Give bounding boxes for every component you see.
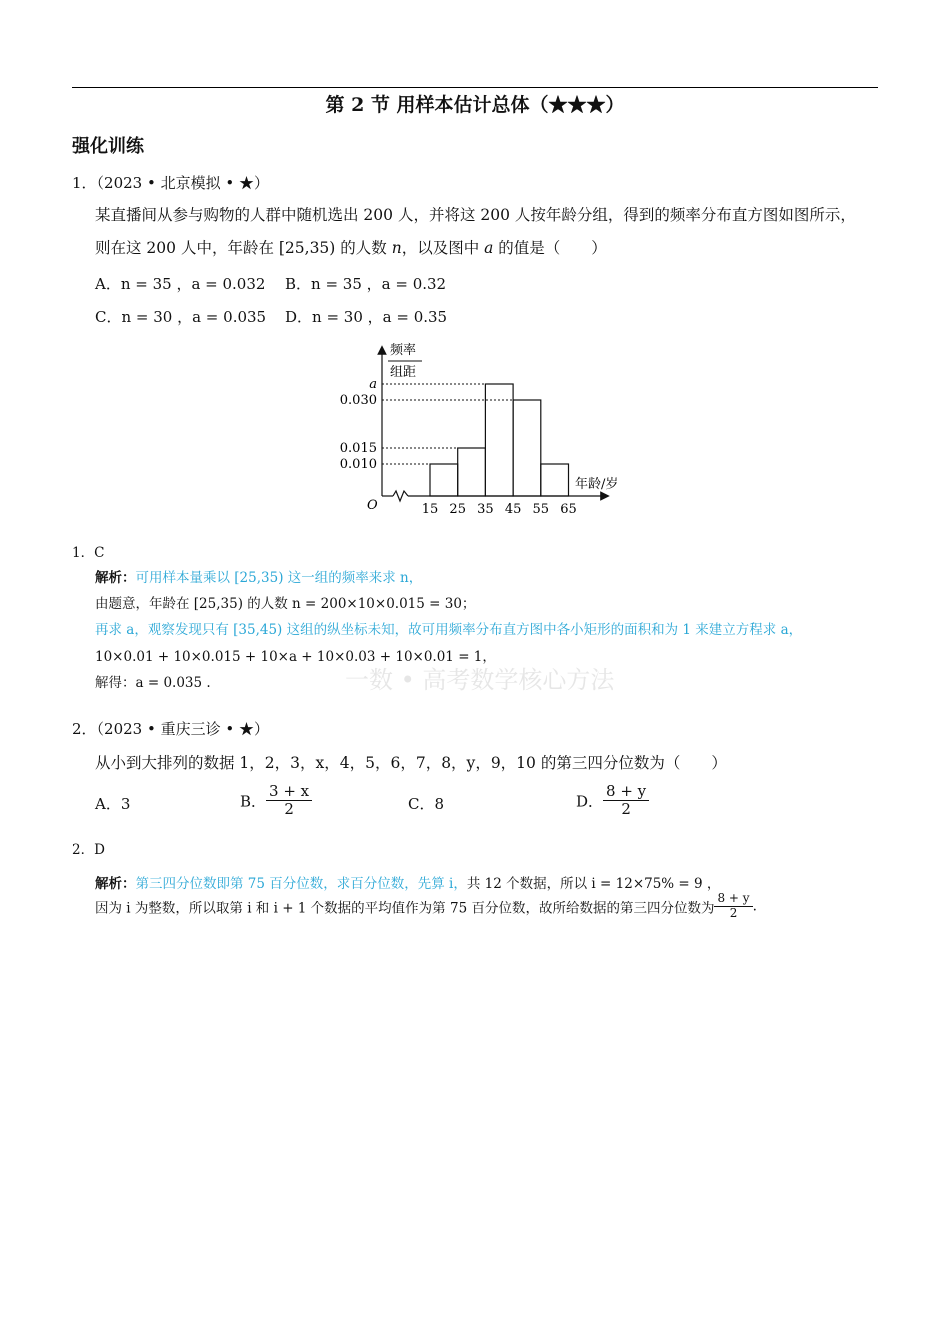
x-tick-label: 65 <box>560 502 577 517</box>
q2-header: 2．（2023 • 重庆三诊 • ★） <box>72 720 269 738</box>
a2-answer: 2．D <box>72 842 105 858</box>
q1-text-line1: 某直播间从参与购物的人群中随机选出 200 人，并将这 200 人按年龄分组，得到的频率分布直方图如图所示， <box>95 206 856 224</box>
q2-option-d: D． $\frac{8 + y}{2}$ <box>576 783 649 819</box>
a1-line1: 解析：可用样本量乘以 [25,35) 这一组的频率来求 n， <box>95 570 423 586</box>
q1-header: 1．（2023 • 北京模拟 • ★） <box>72 174 269 192</box>
y-tick-label: 0.030 <box>339 393 377 408</box>
q1-option-a: A．n = 35 ，a = 0.032 <box>95 275 266 293</box>
x-axis-label: 年龄/岁 <box>575 477 619 492</box>
histogram-bar-55-65 <box>541 464 569 496</box>
histogram-bar-15-25 <box>430 464 458 496</box>
y-label-numerator: 频率 <box>390 343 417 358</box>
histogram-bar-35-45 <box>485 384 513 496</box>
x-tick-label: 15 <box>421 502 439 517</box>
histogram-bar-25-35 <box>458 448 486 496</box>
y-tick-label: a <box>369 377 377 392</box>
watermark: 一数 • 高考数学核心方法 <box>345 666 615 694</box>
subsection-title: 强化训练 <box>72 136 144 157</box>
a1-line3: 再求 a，观察发现只有 [35,45) 这组的纵坐标未知，故可用频率分布直方图中各小矩形的面积和为 1 来建立方程求 a， <box>95 622 803 638</box>
x-tick-label: 55 <box>532 502 550 517</box>
y-tick-label: 0.010 <box>339 457 377 472</box>
a1-line5: 解得：a = 0.035 . <box>95 675 211 691</box>
q1-option-c: C．n = 30 ，a = 0.035 <box>95 308 267 326</box>
histogram-chart <box>0 0 950 540</box>
q2-option-b: B． $\frac{3 + x}{2}$ <box>240 783 312 819</box>
q1-option-d: D．n = 30 ，a = 0.35 <box>285 308 448 326</box>
histogram-bar-45-55 <box>513 400 541 496</box>
a2-line1: 解析：第三四分位数即第 75 百分位数，求百分位数，先算 i，共 12 个数据，所以 i = 12×75% = 9 ， <box>95 876 721 892</box>
origin-label: O <box>367 498 378 513</box>
x-tick-label: 35 <box>477 502 494 517</box>
a1-line2: 由题意，年龄在 [25,35) 的人数 n = 200×10×0.015 = 30； <box>95 596 476 612</box>
a1-line4: 10×0.01 + 10×0.015 + 10×a + 10×0.03 + 10×0.01 = 1， <box>95 649 496 665</box>
x-tick-label: 25 <box>449 502 466 517</box>
q2-option-c: C．8 <box>408 795 445 813</box>
a1-answer: 1．C <box>72 545 105 561</box>
x-tick-label: 45 <box>504 502 522 517</box>
y-tick-label: 0.015 <box>339 441 377 456</box>
y-label-denominator: 组距 <box>390 365 417 380</box>
section-title: 第 2 节 用样本估计总体（★★★） <box>325 94 625 116</box>
a2-line2: 因为 i 为整数，所以取第 i 和 i + 1 个数据的平均值作为第 75 百分位数，故所给数据的第三四分位数为 $\frac{8 + y}{2}$ . <box>95 891 757 920</box>
q1-option-b: B．n = 35 ，a = 0.32 <box>285 275 447 293</box>
q2-option-a: A．3 <box>95 795 131 813</box>
axis-break-icon <box>393 491 408 501</box>
q2-text: 从小到大排列的数据 1，2，3，x，4，5，6，7，8，y，9，10 的第三四分位数为（ ） <box>95 754 727 772</box>
q1-text-line2: 则在这 200 人中，年龄在 [25,35) 的人数 n，以及图中 a 的值是（ ） <box>95 239 607 257</box>
